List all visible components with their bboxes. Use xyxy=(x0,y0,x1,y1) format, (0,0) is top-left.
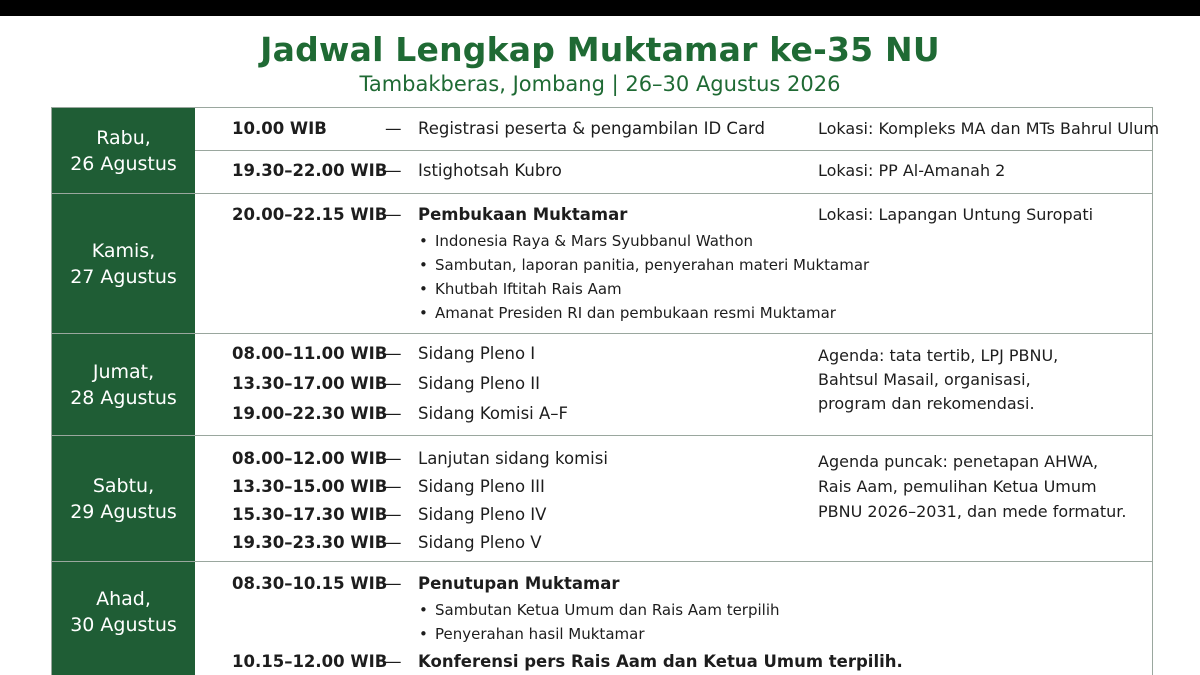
row-time: 20.00–22.15 WIB xyxy=(232,205,388,224)
day-block-rabu xyxy=(52,108,1160,194)
day-content xyxy=(195,562,1152,675)
schedule-table xyxy=(51,107,1160,675)
day-date: 30 Agustus xyxy=(70,614,177,636)
row-dash: — xyxy=(385,205,402,224)
row-time: 13.30–15.00 WIB xyxy=(232,477,388,496)
row-location: Lokasi: Lapangan Untung Suropati xyxy=(818,205,1094,224)
row-time: 15.30–17.30 WIB xyxy=(232,505,388,524)
list-item: • Khutbah Iftitah Rais Aam xyxy=(419,280,622,298)
row-dash: — xyxy=(385,161,402,180)
row-dash: — xyxy=(385,449,402,468)
day-content xyxy=(195,194,1152,333)
row-location: Lokasi: Kompleks MA dan MTs Bahrul Ulum xyxy=(818,119,1160,138)
day-block-sabtu xyxy=(52,436,1152,562)
row-event: Sidang Pleno II xyxy=(418,374,541,393)
list-item: • Indonesia Raya & Mars Syubbanul Wathon xyxy=(419,232,753,250)
day-label xyxy=(52,334,195,435)
row-time: 08.00–11.00 WIB xyxy=(232,344,388,363)
day-date: 26 Agustus xyxy=(70,152,177,175)
day-content xyxy=(195,108,1160,193)
day-label xyxy=(52,194,195,333)
day-block-jumat xyxy=(52,334,1152,436)
row-time: 10.15–12.00 WIB xyxy=(232,652,388,671)
day-label xyxy=(52,562,195,675)
day-name: Kamis, xyxy=(91,239,156,262)
day-date: 28 Agustus xyxy=(70,386,177,409)
row-event: Pembukaan Muktamar xyxy=(418,205,628,224)
row-time: 08.00–12.00 WIB xyxy=(232,449,388,468)
day-content xyxy=(195,436,1152,561)
row-dash: — xyxy=(385,574,402,593)
row-time: 08.30–10.15 WIB xyxy=(232,574,388,593)
row-event: Lanjutan sidang komisi xyxy=(418,449,608,468)
agenda-note-line: Rais Aam, pemulihan Ketua Umum xyxy=(818,477,1097,496)
row-event: Sidang Pleno III xyxy=(418,477,545,496)
day-date: 27 Agustus xyxy=(70,265,177,288)
agenda-note-line: Agenda: tata tertib, LPJ PBNU, xyxy=(818,346,1059,365)
row-time: 10.00 WIB xyxy=(232,119,327,138)
row-event: Sidang Komisi A–F xyxy=(418,404,569,423)
list-item: • Amanat Presiden RI dan pembukaan resmi Muktamar xyxy=(419,304,836,322)
row-event: Sidang Pleno I xyxy=(418,344,536,363)
row-time: 19.30–23.30 WIB xyxy=(232,533,388,552)
row-location: Lokasi: PP Al-Amanah 2 xyxy=(818,161,1006,180)
row-time: 19.00–22.30 WIB xyxy=(232,404,388,423)
day-block-kamis xyxy=(52,194,1152,334)
list-item: • Sambutan, laporan panitia, penyerahan materi Muktamar xyxy=(419,256,869,274)
list-item: • Penyerahan hasil Muktamar xyxy=(419,625,644,643)
day-label xyxy=(52,108,195,193)
day-name: Ahad, xyxy=(96,588,151,610)
agenda-note-line: Bahtsul Masail, organisasi, xyxy=(818,370,1031,389)
top-black-bar xyxy=(0,0,1200,16)
row-event: Istighotsah Kubro xyxy=(418,161,562,180)
row-event: Penutupan Muktamar xyxy=(418,574,620,593)
row-dash: — xyxy=(385,477,402,496)
row-time: 13.30–17.00 WIB xyxy=(232,374,388,393)
day-date: 29 Agustus xyxy=(70,500,177,523)
row-dash: — xyxy=(385,119,402,138)
row-event: Sidang Pleno IV xyxy=(418,505,547,524)
row-dash: — xyxy=(385,652,402,671)
row-dash: — xyxy=(385,374,402,393)
day-content xyxy=(195,334,1152,435)
row-time: 19.30–22.00 WIB xyxy=(232,161,388,180)
agenda-note-line: Agenda puncak: penetapan AHWA, xyxy=(818,452,1099,471)
page-subtitle: Tambakberas, Jombang | 26–30 Agustus 2026 xyxy=(359,72,841,96)
day-label xyxy=(52,436,195,561)
row-event: Registrasi peserta & pengambilan ID Card xyxy=(418,119,766,138)
row-dash: — xyxy=(385,505,402,524)
row-dash: — xyxy=(385,404,402,423)
day-name: Sabtu, xyxy=(92,474,155,497)
row-event: Sidang Pleno V xyxy=(418,533,542,552)
day-block-ahad xyxy=(52,562,1152,675)
agenda-note-line: program dan rekomendasi. xyxy=(818,394,1035,413)
day-name: Jumat, xyxy=(92,360,155,383)
row-dash: — xyxy=(385,344,402,363)
row-dash: — xyxy=(385,533,402,552)
row-divider xyxy=(195,150,1152,151)
day-name: Rabu, xyxy=(96,126,151,149)
page-title: Jadwal Lengkap Muktamar ke-35 NU xyxy=(260,30,940,69)
agenda-note-line: PBNU 2026–2031, dan mede formatur. xyxy=(818,502,1127,521)
row-event: Konferensi pers Rais Aam dan Ketua Umum terpilih. xyxy=(418,652,903,671)
list-item: • Sambutan Ketua Umum dan Rais Aam terpilih xyxy=(419,601,780,619)
